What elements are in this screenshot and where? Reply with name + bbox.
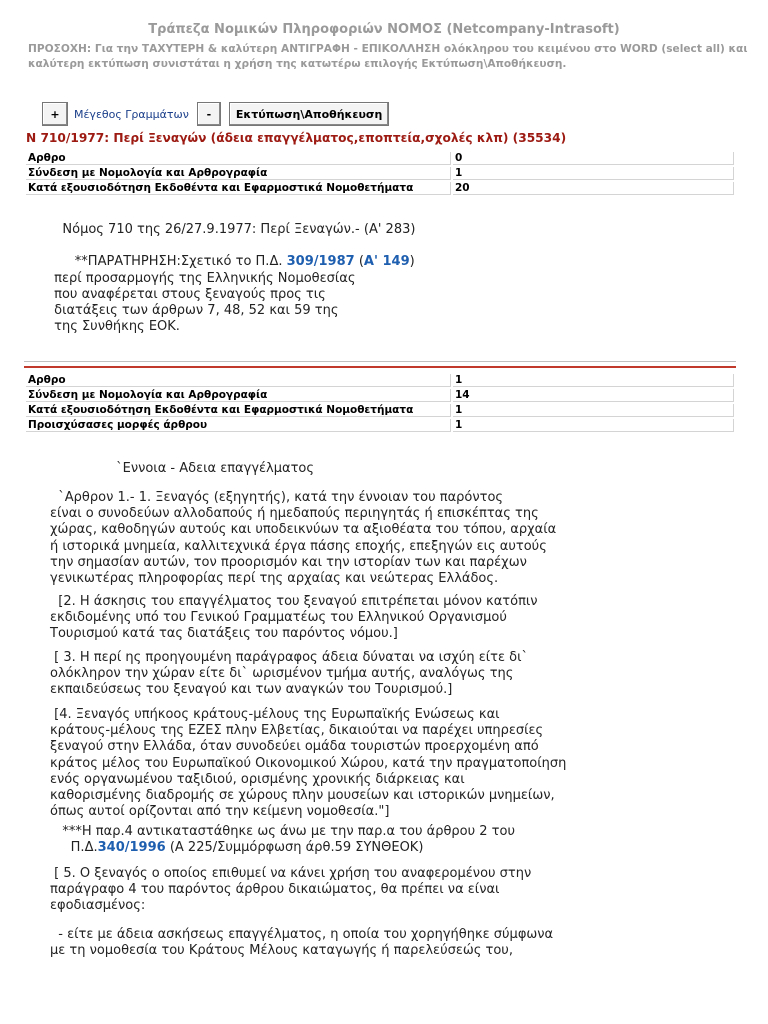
copy-notice: ΠΡΟΣΟΧΗ: Για την ΤΑΧΥΤΕΡΗ & καλύτερη ΑΝΤΙΓΡΑΦΗ - ΕΠΙΚΟΛΛΗΣΗ ολόκληρου του κειμένου στο WORD (select all) και καλύτερη εκτύπωση συνιστάται η χρήση της κατωτέρω επιλογής Εκτύπωση\Αποθήκευση.	[28, 43, 748, 70]
table-row	[26, 389, 734, 402]
note-rest: περί προσαρμογής της Ελληνικής Νομοθεσίας που αναφέρεται στους ξεναγούς προς τις διατάξεις των άρθρων 7, 48, 52 και 59 της της Συνθήκης ΕΟΚ.	[54, 270, 356, 335]
row-label: Σύνδεση με Νομολογία και Αρθρογραφία	[26, 389, 451, 402]
article-paragraph-4: [4. Ξεναγός υπήκοος κράτους-μέλους της Ευρωπαϊκής Ενώσεως και κράτους-μέλους της ΕΖΕΣ πλην Ελβετίας, δικαιούται να παρέχει υπηρεσίες ξεναγού στην Ελλάδα, όταν συνοδεύει ομάδα τουριστών προερχομένη από κράτος μέλος του Ευρωπαϊκού Οικονομικού Χώρου, κατά την πραγματοποίηση ενός οργανωμένου ταξιδιού, ορισμένης χρονικής διάρκειας και καθορισμένης διαδρομής σε χώρους πλην μουσείων και ιστορικών μνημείων, όπως αυτοί ορίζονται από την κείμενη νομοθεσία."]	[50, 707, 567, 820]
row-value[interactable]: 1	[453, 374, 734, 387]
separator	[24, 361, 736, 368]
row-label: Αρθρο	[26, 374, 451, 387]
site-title: Τράπεζα Νομικών Πληροφοριών ΝΟΜΟΣ (Netcompany-Intrasoft)	[148, 22, 620, 37]
font-decrease-button[interactable]: -	[197, 102, 221, 126]
table-row	[26, 419, 734, 432]
table-row	[26, 152, 734, 165]
font-size-label: Μέγεθος Γραμμάτων	[74, 107, 189, 121]
law-reference: Νόμος 710 της 26/27.9.1977: Περί Ξεναγών.- (Α' 283)	[50, 222, 416, 237]
article-paragraph-5: [ 5. Ο ξεναγός ο οποίος επιθυμεί να κάνει χρήση του αναφερομένου στην παράγραφο 4 του παρόντος άρθρου δικαιώματος, θα πρέπει να είναι εφοδιασμένος:	[50, 866, 532, 914]
amend-pd-link[interactable]: 340/1996	[97, 840, 166, 856]
article-paragraph-1: `Αρθρον 1.- 1. Ξεναγός (εξηγητής), κατά την έννοιαν του παρόντος είναι ο συνοδεύων αλλοδαπούς ή ημεδαπούς περιηγητάς ή επισκέπτας της χώρας, καθοδηγών αυτούς και υποδεικνύων τα αξιοθέατα του τόπου, αρχαία ή ιστορικά μνημεία, καλλιτεχνικά έργα πάσης εποχής, επεξηγών εις αυτούς την σημασίαν αυτών, τον προορισμόν και την ιστορίαν των και παρέχων γενικωτέρας πληροφορίας περί της αρχαίας και νεώτερας Ελλάδος.	[50, 490, 557, 587]
row-label: Σύνδεση με Νομολογία και Αρθρογραφία	[26, 167, 451, 180]
amendment-note	[50, 824, 515, 856]
row-label: Προισχύσασες μορφές άρθρου	[26, 419, 451, 432]
amend-prefix: ***Η παρ.4 αντικαταστάθηκε ως άνω με την παρ.α του άρθρου 2 του Π.Δ.	[62, 824, 515, 856]
fek-link[interactable]: Α' 149	[363, 254, 410, 270]
table-row	[26, 167, 734, 180]
font-increase-button[interactable]: +	[42, 102, 68, 126]
article-heading: `Εννοια - Αδεια επαγγέλματος	[50, 461, 314, 476]
table-row	[26, 404, 734, 417]
row-value[interactable]: 1	[453, 167, 734, 180]
row-label: Κατά εξουσιοδότηση Εκδοθέντα και Εφαρμοστικά Νομοθετήματα	[26, 182, 451, 195]
row-label: Κατά εξουσιοδότηση Εκδοθέντα και Εφαρμοστικά Νομοθετήματα	[26, 404, 451, 417]
table-row	[26, 374, 734, 387]
row-label: Αρθρο	[26, 152, 451, 165]
article-paragraph-3: [ 3. Η περί ης προηγουμένη παράγραφος άδεια δύναται να ισχύη είτε δι` ολόκληρον την χώραν είτε δι` ωρισμένον τμήμα αυτής, αναλόγως της εκπαιδεύσεως του ξεναγού και των αναγκών του Τουρισμού.]	[50, 650, 528, 698]
note-prefix: **ΠΑΡΑΤΗΡΗΣΗ:Σχετικό το Π.Δ.	[50, 254, 287, 270]
row-value[interactable]: 0	[453, 152, 734, 165]
pd-link[interactable]: 309/1987	[286, 254, 355, 270]
article-paragraph-6: - είτε με άδεια ασκήσεως επαγγέλματος, η οποία του χορηγήθηκε σύμφωνα με τη νομοθεσία του Κράτους Μέλους καταγωγής ή παρελεύσεώς του,	[50, 927, 554, 959]
print-save-button[interactable]: Εκτύπωση\Αποθήκευση	[229, 102, 389, 126]
row-value[interactable]: 1	[453, 419, 734, 432]
row-value[interactable]: 20	[453, 182, 734, 195]
note-suffix: )	[409, 254, 415, 270]
row-value[interactable]: 1	[453, 404, 734, 417]
amend-suffix: (Α 225/Συμμόρφωση άρθ.59 ΣΥΝΘΕΟΚ)	[165, 840, 424, 856]
table-row	[26, 182, 734, 195]
toolbar	[42, 102, 389, 126]
intro-text	[50, 222, 415, 335]
law-info-table	[24, 150, 736, 197]
row-value[interactable]: 14	[453, 389, 734, 402]
note-mid: (	[354, 254, 364, 270]
article-paragraph-2: [2. Η άσκησις του επαγγέλματος του ξεναγού επιτρέπεται μόνον κατόπιν εκδιδομένης υπό του Γενικού Γραμματέως του Ελληνικού Οργανισμού Τουρισμού κατά τας διατάξεις του παρόντος νόμου.]	[50, 594, 538, 642]
article-info-table	[24, 372, 736, 434]
law-title: Ν 710/1977: Περί Ξεναγών (άδεια επαγγέλματος,εποπτεία,σχολές κλπ) (35534)	[26, 131, 567, 145]
